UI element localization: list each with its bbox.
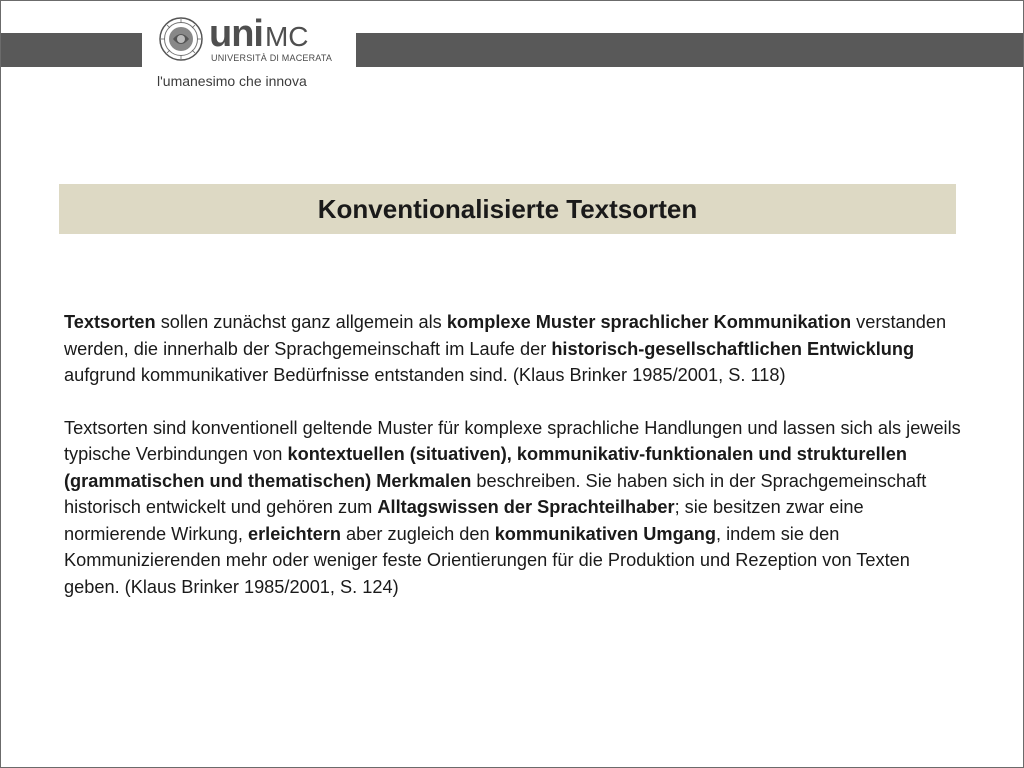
- text-span: Textsorten sind konventionell geltende Muster für komplexe sprachliche Handlungen und lassen sich als jeweils typische Verbindungen von: [64, 417, 961, 464]
- text-span: , indem sie den Kommunizierenden mehr oder weniger feste Orientierungen für die Produktion und Rezeption von Texten geben. (Klaus Brinker 1985/2001, S. 124): [64, 523, 910, 597]
- header-bar-right: [356, 33, 1023, 67]
- motto: l'umanesimo che innova: [157, 73, 307, 89]
- text-span: verstanden werden, die innerhalb der Sprachgemeinschaft im Laufe der: [64, 312, 947, 359]
- university-seal-icon: [159, 17, 203, 61]
- bold-span: kommunikativen Umgang: [494, 523, 717, 544]
- brand-subtitle: UNIVERSITÀ DI MACERATA: [211, 53, 333, 63]
- title-band: [59, 184, 956, 234]
- bold-span: Alltagswissen der Sprachteilhaber: [377, 497, 675, 517]
- bold-span: Textsorten: [64, 312, 156, 332]
- page-title: Konventionalisierte Textsorten: [317, 193, 698, 224]
- paragraph-definition-1: [64, 309, 964, 389]
- university-logo: [153, 9, 349, 89]
- brand-wordmark: [209, 13, 309, 55]
- text-span: sollen zunächst ganz allgemein als: [155, 312, 447, 332]
- bold-span: komplexe Muster sprachlicher Kommunikation: [446, 312, 852, 332]
- bold-span: kontextuellen (situativen), kommunikativ-funktionalen und strukturellen (grammatischen und thematischen) Merkmalen: [64, 444, 907, 491]
- text-span: ; sie besitzen zwar eine normierende Wirkung,: [64, 497, 864, 544]
- header-bar-left: [1, 33, 142, 67]
- bold-span: historisch-gesellschaftlichen Entwicklung: [551, 338, 915, 359]
- body-text: [64, 309, 964, 600]
- paragraph-definition-2: [64, 415, 964, 601]
- brand-suffix: MC: [264, 21, 309, 52]
- text-span: aber zugleich den: [340, 523, 495, 544]
- text-span: aufgrund kommunikativer Bedürfnisse entstanden sind. (Klaus Brinker 1985/2001, S. 118): [64, 365, 786, 385]
- brand-main: uni: [209, 13, 263, 55]
- text-span: beschreiben. Sie haben sich in der Sprachgemeinschaft historisch entwickelt und gehören zum: [64, 470, 927, 517]
- bold-span: erleichtern: [247, 523, 341, 544]
